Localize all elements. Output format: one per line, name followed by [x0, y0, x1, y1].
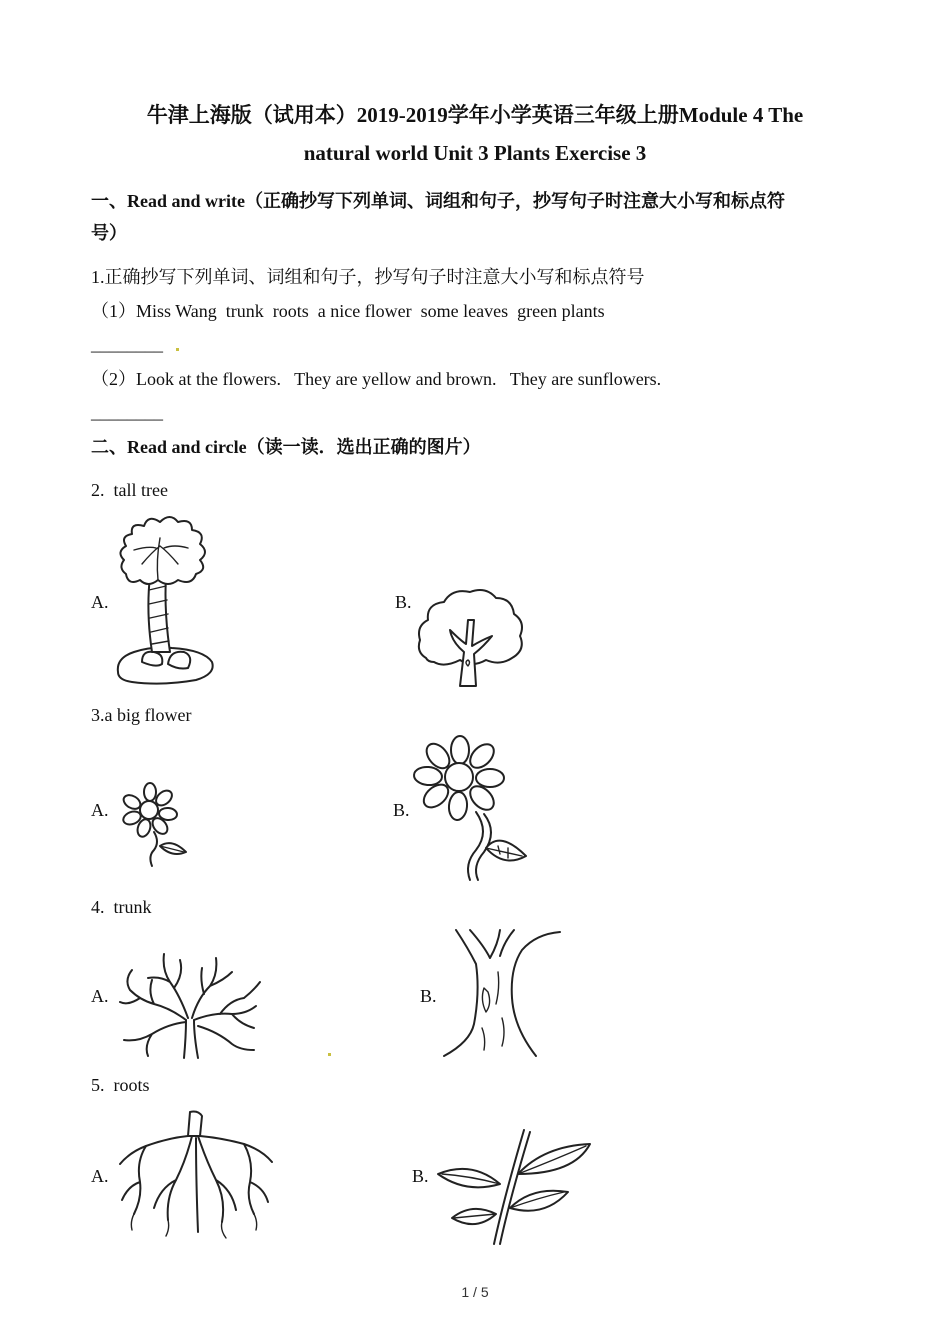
- decorative-dot: [328, 1053, 331, 1056]
- question-4-prompt: 4. trunk: [91, 897, 152, 917]
- question-1-item-1: （1）Miss Wang trunk roots a nice flower some leaves green plants: [91, 301, 605, 321]
- question-3-prompt: 3.a big flower: [91, 705, 192, 725]
- option-a-label[interactable]: A.: [91, 592, 109, 612]
- small-flower-icon[interactable]: [120, 782, 192, 866]
- option-b-label[interactable]: B.: [393, 800, 410, 820]
- section-1-heading: 一、Read and write（正确抄写下列单词、词组和句子，抄写句子时注意大小写和标点符: [91, 191, 785, 211]
- bare-branches-icon[interactable]: [114, 946, 266, 1058]
- option-a-label[interactable]: A.: [91, 986, 109, 1006]
- page-title-line-2: natural world Unit 3 Plants Exercise 3: [303, 141, 647, 165]
- option-b-label[interactable]: B.: [420, 986, 437, 1006]
- tree-trunk-icon[interactable]: [440, 928, 564, 1058]
- page-number: 1 / 5: [461, 1284, 489, 1300]
- answer-blank-2[interactable]: ________: [91, 402, 163, 422]
- leafy-stem-icon[interactable]: [434, 1128, 592, 1244]
- tall-palm-tree-icon[interactable]: [112, 512, 222, 688]
- section-1-heading-cont: 号）: [91, 223, 127, 243]
- section-2-heading: 二、Read and circle（读一读．选出正确的图片）: [91, 437, 481, 457]
- big-flower-icon[interactable]: [414, 736, 532, 880]
- option-a-label[interactable]: A.: [91, 800, 109, 820]
- option-b-label[interactable]: B.: [395, 592, 412, 612]
- page-title-line-1: 牛津上海版（试用本）2019-2019学年小学英语三年级上册Module 4 The: [146, 103, 804, 127]
- option-a-label[interactable]: A.: [91, 1166, 109, 1186]
- option-b-label[interactable]: B.: [412, 1166, 429, 1186]
- answer-blank-1[interactable]: ________: [91, 334, 163, 354]
- short-bushy-tree-icon[interactable]: [416, 586, 528, 688]
- decorative-dot: [176, 348, 179, 351]
- question-1-prompt: 1.正确抄写下列单词、词组和句子，抄写句子时注意大小写和标点符号: [91, 267, 645, 287]
- question-5-prompt: 5. roots: [91, 1075, 150, 1095]
- roots-icon[interactable]: [116, 1110, 276, 1240]
- question-1-item-2: （2）Look at the flowers. They are yellow and brown. They are sunflowers.: [91, 369, 662, 389]
- question-2-prompt: 2. tall tree: [91, 480, 168, 500]
